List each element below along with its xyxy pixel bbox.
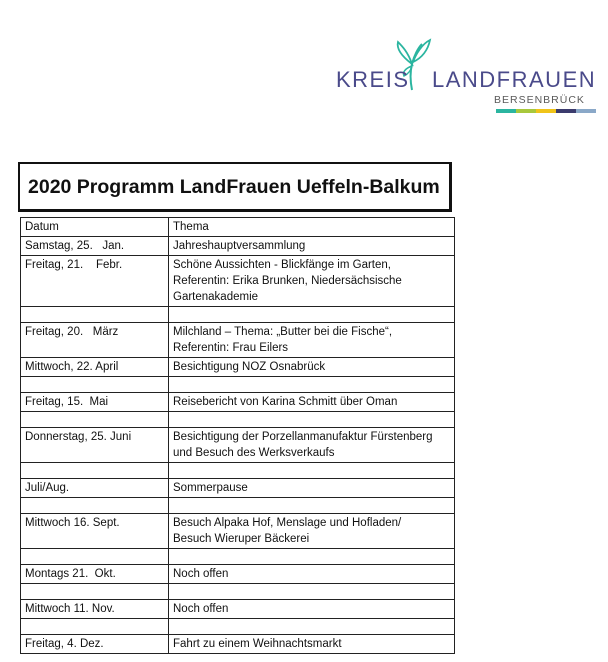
table-spacer-row	[21, 619, 455, 635]
cell-datum: Donnerstag, 25. Juni	[21, 428, 169, 463]
cell-thema: Jahreshauptversammlung	[169, 237, 455, 256]
table-row	[21, 256, 455, 307]
header-thema: Thema	[169, 218, 455, 237]
cell-thema	[169, 619, 455, 635]
cell-datum: Freitag, 21. Febr.	[21, 256, 169, 307]
logo-color-bars	[496, 109, 596, 113]
cell-thema: Fahrt zu einem Weihnachtsmarkt	[169, 635, 455, 654]
table-row	[21, 635, 455, 654]
logo-bar-2	[516, 109, 536, 113]
table-spacer-row	[21, 549, 455, 565]
kreislandfrauen-logo	[336, 36, 597, 116]
cell-thema	[169, 377, 455, 393]
cell-datum: Freitag, 20. März	[21, 323, 169, 358]
page-title: 2020 Programm LandFrauen Ueffeln-Balkum	[28, 176, 440, 198]
table-body	[21, 237, 455, 654]
program-table	[20, 217, 455, 654]
table-row	[21, 600, 455, 619]
cell-thema	[169, 463, 455, 479]
cell-thema: Besichtigung der Porzellanmanufaktur Fürstenberg und Besuch des Werksverkaufs	[169, 428, 455, 463]
cell-datum	[21, 619, 169, 635]
cell-datum: Montags 21. Okt.	[21, 565, 169, 584]
cell-thema: Sommerpause	[169, 479, 455, 498]
table-row	[21, 428, 455, 463]
logo-bar-1	[496, 109, 516, 113]
logo-word-kreis: KREIS	[336, 67, 410, 92]
logo-bar-3	[536, 109, 556, 113]
table-row	[21, 358, 455, 377]
cell-thema	[169, 584, 455, 600]
cell-thema	[169, 549, 455, 565]
table-row	[21, 565, 455, 584]
cell-datum: Samstag, 25. Jan.	[21, 237, 169, 256]
table-row	[21, 237, 455, 256]
cell-datum: Mittwoch, 22. April	[21, 358, 169, 377]
cell-datum	[21, 584, 169, 600]
logo-bar-4	[556, 109, 576, 113]
cell-datum: Mittwoch 16. Sept.	[21, 514, 169, 549]
cell-datum	[21, 463, 169, 479]
table-spacer-row	[21, 307, 455, 323]
cell-thema: Reisebericht von Karina Schmitt über Oman	[169, 393, 455, 412]
table-spacer-row	[21, 584, 455, 600]
cell-datum	[21, 307, 169, 323]
cell-thema: Schöne Aussichten - Blickfänge im Garten, Referentin: Erika Brunken, Niedersächsische Gartenakademie	[169, 256, 455, 307]
title-box	[18, 162, 452, 212]
cell-datum: Mittwoch 11. Nov.	[21, 600, 169, 619]
table-spacer-row	[21, 463, 455, 479]
cell-thema	[169, 498, 455, 514]
cell-datum	[21, 549, 169, 565]
logo-subtitle: BERSENBRÜCK	[494, 94, 585, 106]
table-row	[21, 514, 455, 549]
table-spacer-row	[21, 412, 455, 428]
cell-datum	[21, 377, 169, 393]
cell-thema: Noch offen	[169, 600, 455, 619]
cell-thema: Milchland – Thema: „Butter bei die Fische“, Referentin: Frau Eilers	[169, 323, 455, 358]
cell-thema: Besuch Alpaka Hof, Menslage und Hofladen/ Besuch Wieruper Bäckerei	[169, 514, 455, 549]
table-spacer-row	[21, 498, 455, 514]
table-row	[21, 323, 455, 358]
cell-datum	[21, 412, 169, 428]
table-row	[21, 479, 455, 498]
cell-thema: Noch offen	[169, 565, 455, 584]
logo-word-landfrauen: LANDFRAUEN	[432, 67, 597, 92]
cell-datum	[21, 498, 169, 514]
table-header-row	[21, 218, 455, 237]
cell-datum: Freitag, 4. Dez.	[21, 635, 169, 654]
logo-bar-5	[576, 109, 596, 113]
table-row	[21, 393, 455, 412]
cell-thema	[169, 412, 455, 428]
header-datum: Datum	[21, 218, 169, 237]
cell-thema	[169, 307, 455, 323]
cell-datum: Juli/Aug.	[21, 479, 169, 498]
table-spacer-row	[21, 377, 455, 393]
cell-thema: Besichtigung NOZ Osnabrück	[169, 358, 455, 377]
cell-datum: Freitag, 15. Mai	[21, 393, 169, 412]
